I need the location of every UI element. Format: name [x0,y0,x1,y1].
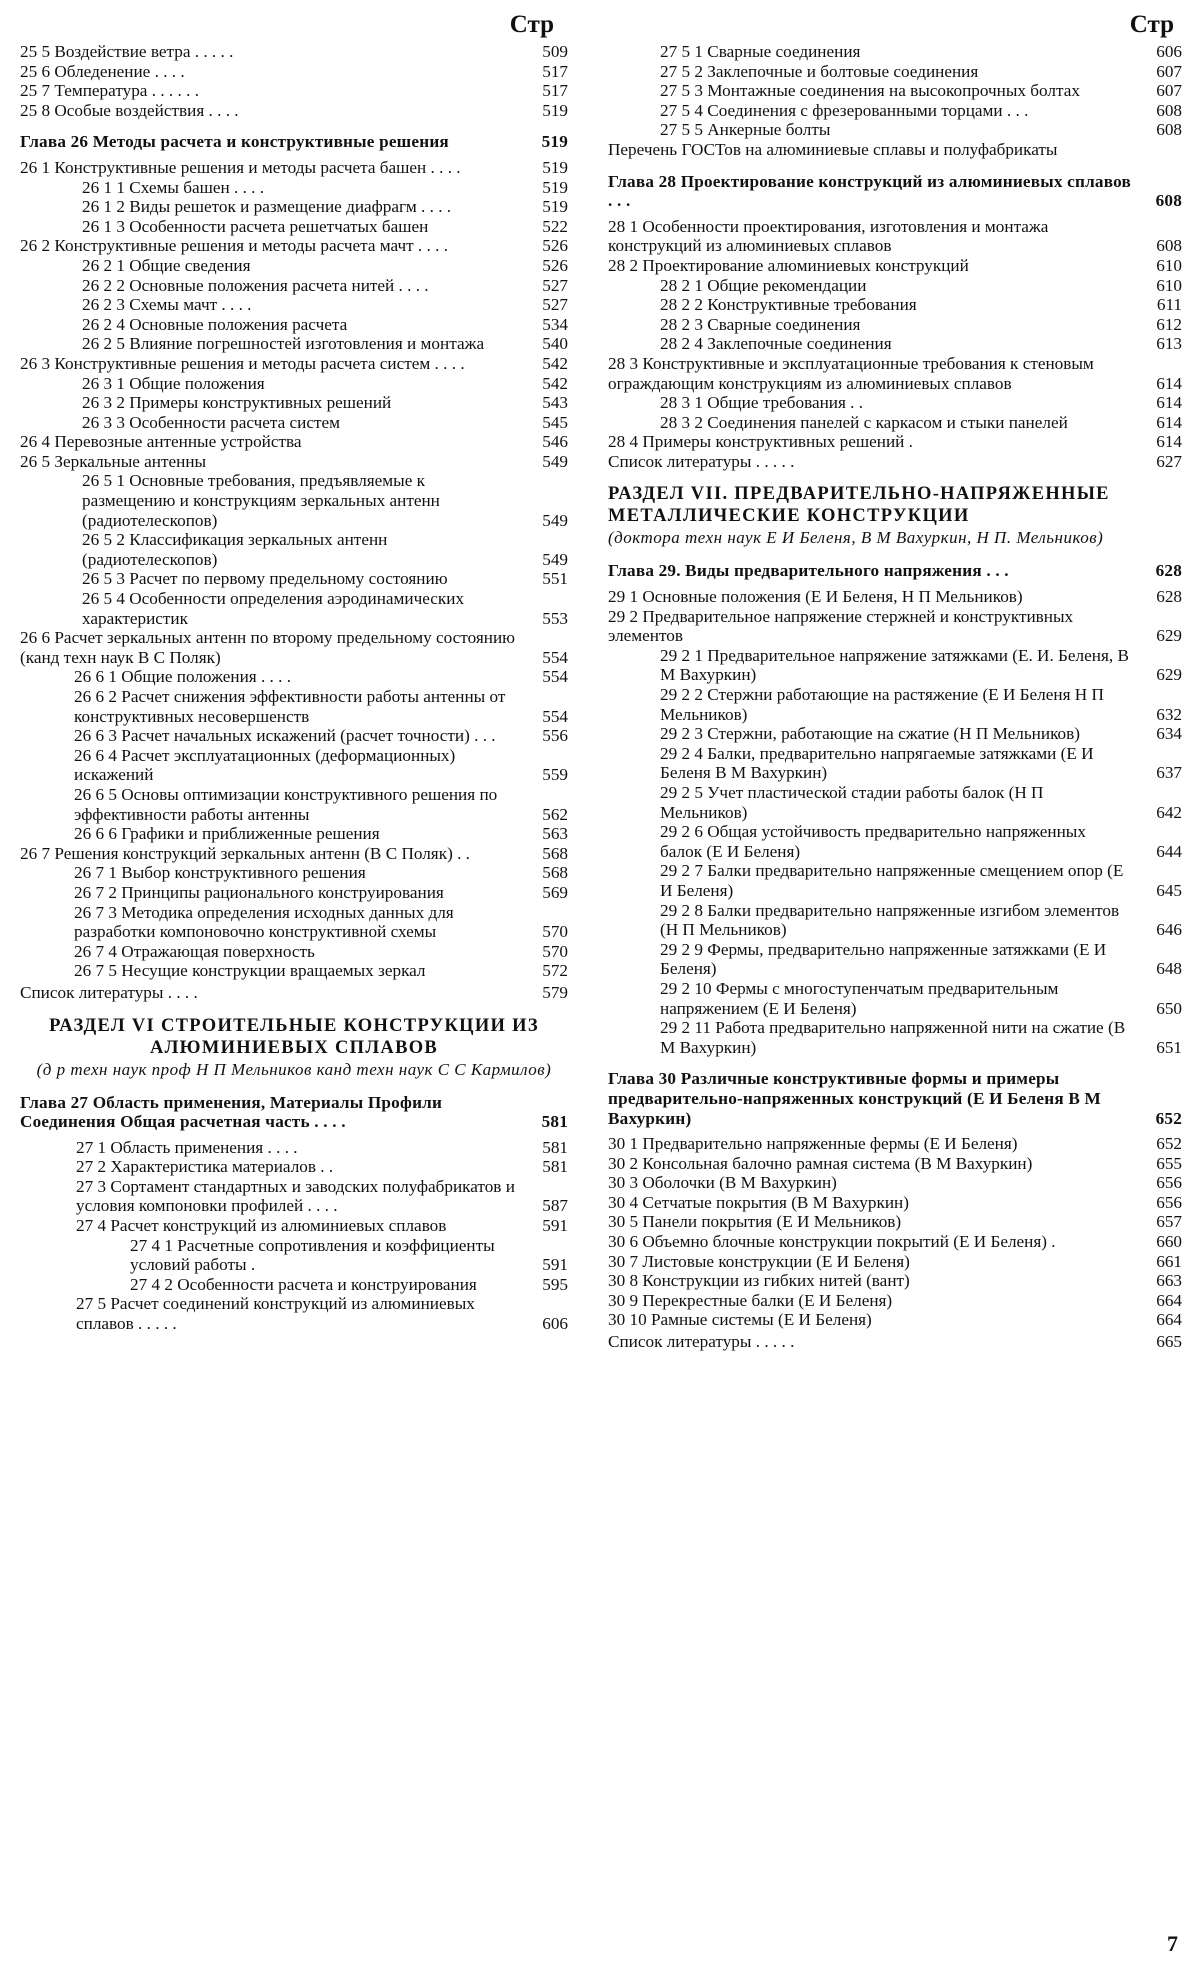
toc-entry-page: 608 [1155,191,1182,211]
toc-entry [20,81,568,101]
toc-entry-page: 652 [1156,1134,1182,1154]
toc-entry-title: 26 1 3 Особенности расчета решетчатых башен [82,216,429,236]
toc-entry-title: 26 7 4 Отражающая поверхность [74,941,315,961]
page-column-header: Стр [1129,11,1174,38]
toc-entry-title: 27 5 2 Заклепочные и болтовые соединения [660,61,979,81]
toc-entry-page: 527 [542,295,568,315]
toc-entry [20,256,568,276]
toc-entry [20,101,568,121]
toc-entry-page: 610 [1156,255,1182,275]
toc-entry [608,1173,1182,1193]
toc-entry [20,197,568,217]
toc-entry [608,42,1182,62]
toc-entry-page: 526 [542,255,568,275]
toc-entry-title: 27 5 4 Соединения с фрезерованными торцами . . . [660,100,1029,120]
toc-entry-page: 665 [1156,1332,1182,1352]
toc-entry [608,62,1182,82]
toc-entry-page: 562 [542,804,568,824]
toc-entry-page: 614 [1156,393,1182,413]
toc-entry-page: 554 [542,667,568,687]
toc-entry-title: 28 3 1 Общие требования . . [660,393,864,413]
toc-entry-page: 644 [1156,841,1182,861]
toc-entry-title: 30 7 Листовые конструкции (Е И Беленя) [608,1251,910,1271]
toc-entry-page: 572 [542,961,568,981]
toc-chapter [608,1069,1182,1128]
toc-entry [20,687,568,726]
toc-entry [608,822,1182,861]
toc-entry [608,940,1182,979]
toc-entry-page: 642 [1156,802,1182,822]
toc-chapter [20,132,568,152]
toc-entry [20,452,568,472]
toc-entry-page: 545 [542,412,568,432]
toc-entry-title: 29 2 9 Фермы, предварительно напряженные затяжками (Е И Беленя) [660,939,1107,979]
toc-entry [608,334,1182,354]
toc-entry [20,844,568,864]
toc-entry-page: 646 [1156,920,1182,940]
toc-entry [608,744,1182,783]
toc-entry-page: 664 [1156,1290,1182,1310]
toc-entry-title: 26 2 Конструктивные решения и методы расчета мачт . . . . [20,236,449,256]
toc-entry [608,685,1182,724]
toc-chapter [608,172,1182,211]
toc-entry-title: 26 2 3 Схемы мачт . . . . [82,295,252,315]
toc-entry [608,140,1182,160]
toc-entry-page: 664 [1156,1310,1182,1330]
toc-entry [20,726,568,746]
toc-entry-title: 26 7 Решения конструкций зеркальных антенн (В С Поляк) . . [20,843,470,863]
toc-entry [20,589,568,628]
toc-entry [20,62,568,82]
toc-entry-page: 549 [542,510,568,530]
toc-entry-page: 519 [541,132,568,152]
toc-entry-page: 628 [1155,561,1182,581]
toc-entry-page: 655 [1156,1153,1182,1173]
toc-entry-title: 29 2 2 Стержни работающие на растяжение (Е И Беленя Н П Мельников) [660,685,1104,724]
toc-entry [20,1157,568,1177]
toc-entry-title: Глава 27 Область применения, Материалы Профили Соединения Общая расчетная часть . . . . [20,1092,443,1132]
toc-entry-title: 26 6 5 Основы оптимизации конструктивного решения по эффективности работы антенны [74,784,498,824]
toc-entry [20,158,568,178]
toc-entry-page: 607 [1156,81,1182,101]
section-authors: (доктора техн наук Е И Беленя, В М Вахуркин, Н П. Мельников) [608,528,1104,548]
toc-entry-page: 554 [542,647,568,667]
toc-entry [20,236,568,256]
toc-entry-title: 29 2 4 Балки, предварительно напрягаемые затяжками (Е И Беленя В М Вахуркин) [660,743,1094,783]
toc-entry-page: 579 [542,982,568,1002]
toc-entry-title: 26 5 3 Расчет по первому предельному состоянию [82,569,448,589]
toc-entry-page: 526 [542,236,568,256]
toc-entry-title: 26 5 1 Основные требования, предъявляемые к размещению и конструкциям зеркальных антенн (радиотелескопов) [82,471,440,530]
toc-entry [20,1294,568,1333]
section-heading [20,1015,568,1081]
toc-entry-page: 517 [542,81,568,101]
toc-entry-page: 542 [542,353,568,373]
toc-entry-title: 30 3 Оболочки (В М Вахуркин) [608,1173,837,1193]
toc-entry-title: 30 2 Консольная балочно рамная система (В М Вахуркин) [608,1153,1033,1173]
toc-entry-page: 657 [1156,1212,1182,1232]
toc-entry-page: 608 [1156,100,1182,120]
toc-entry-page: 568 [542,843,568,863]
toc-entry [608,120,1182,140]
toc-entry [608,276,1182,296]
toc-entry-title: 30 8 Конструкции из гибких нитей (вант) [608,1271,910,1291]
toc-entry-page: 570 [542,922,568,942]
toc-entry-page: 540 [542,334,568,354]
toc-entry-page: 534 [542,314,568,334]
toc-entry [20,393,568,413]
toc-entry-page: 610 [1156,275,1182,295]
toc-entry [608,1018,1182,1057]
toc-entry [20,276,568,296]
toc-entry-title: 28 2 3 Сварные соединения [660,314,861,334]
toc-entry [20,883,568,903]
toc-entry-page: 543 [542,393,568,413]
toc-entry-title: 28 2 2 Конструктивные требования [660,295,917,315]
toc-entry [608,1154,1182,1174]
toc-entry-page: 591 [542,1255,568,1275]
toc-entry-title: 26 3 1 Общие положения [82,373,265,393]
right-column [608,8,1182,1352]
toc-entry [20,667,568,687]
toc-entry-page: 569 [542,882,568,902]
toc-entry [20,785,568,824]
toc-entry [608,1271,1182,1291]
toc-entry [608,295,1182,315]
toc-entry-title: 30 6 Объемно блочные конструкции покрытий (Е И Беленя) . [608,1232,1056,1252]
toc-entry-title: 29 2 7 Балки предварительно напряженные смещением опор (Е И Беленя) [660,861,1124,900]
toc-entry-page: 652 [1155,1108,1182,1128]
toc-entry [608,1310,1182,1330]
toc-entry-page: 606 [1156,42,1182,61]
toc-entry [608,354,1182,393]
toc-entry-title: 28 2 4 Заклепочные соединения [660,334,892,354]
toc-entry-page: 629 [1156,626,1182,646]
toc-entry [20,354,568,374]
toc-entry-title: 29 2 11 Работа предварительно напряженной нити на сжатие (В М Вахуркин) [660,1018,1126,1057]
toc-entry-page: 661 [1156,1251,1182,1271]
toc-entry [608,724,1182,744]
toc-entry-page: 614 [1156,432,1182,452]
left-column [20,8,568,1334]
toc-entry [608,393,1182,413]
toc-entry [20,1275,568,1295]
toc-entry-page: 546 [542,432,568,452]
toc-entry-page: 568 [542,863,568,883]
toc-entry-page: 627 [1156,451,1182,471]
toc-entry-title: 28 2 Проектирование алюминиевых конструкций [608,255,969,275]
toc-entry-title: 26 7 3 Методика определения исходных данных для разработки компоновочно конструктивной схемы [74,902,454,942]
toc-entry-title: Список литературы . . . . . [608,1332,795,1352]
toc-entry [20,42,568,62]
toc-entry-page: 517 [542,61,568,81]
toc-entry [608,315,1182,335]
toc-entry-title: 29 2 3 Стержни, работающие на сжатие (Н П Мельников) [660,724,1080,744]
toc-entry-title: 26 6 1 Общие положения . . . . [74,667,292,687]
toc-entry [20,217,568,237]
toc-entry [608,979,1182,1018]
toc-entry [608,432,1182,452]
toc-entry-title: 29 2 10 Фермы с многоступенчатым предварительным напряжением (Е И Беленя) [660,978,1059,1018]
toc-entry-title: Список литературы . . . . [20,982,198,1002]
toc-entry-title: 25 8 Особые воздействия . . . . [20,100,239,120]
toc-list-right [608,42,1182,1352]
toc-entry-title: 26 2 1 Общие сведения [82,255,251,275]
toc-entry-title: 26 6 Расчет зеркальных антенн по второму предельному состоянию (канд техн наук В С Поляк) [20,628,515,667]
toc-entry [608,256,1182,276]
toc-entry-title: 27 1 Область применения . . . . [76,1137,298,1157]
toc-entry-page: 527 [542,275,568,295]
toc-entry-title: 27 2 Характеристика материалов . . [76,1157,334,1177]
toc-entry-page: 656 [1156,1192,1182,1212]
toc-entry-title: Глава 29. Виды предварительного напряжения . . . [608,561,1009,581]
toc-entry [20,374,568,394]
toc-entry-title: 26 5 4 Особенности определения аэродинамических характеристик [82,589,465,628]
toc-chapter [608,561,1182,581]
toc-entry-page: 645 [1156,880,1182,900]
toc-entry-title: 26 6 3 Расчет начальных искажений (расчет точности) . . . [74,726,496,746]
toc-entry [608,217,1182,256]
toc-entry-title: 27 5 3 Монтажные соединения на высокопрочных болтах [660,81,1080,101]
toc-entry [20,903,568,942]
toc-entry [20,432,568,452]
toc-entry-page: 554 [542,706,568,726]
section-authors: (д р техн наук проф Н П Мельников канд техн наук С С Кармилов) [36,1059,552,1079]
toc-entry-page: 570 [542,941,568,961]
toc-entry [20,413,568,433]
toc-entry-page: 519 [542,197,568,217]
toc-entry-page: 556 [542,726,568,746]
toc-entry-title: 30 1 Предварительно напряженные фермы (Е И Беленя) [608,1134,1018,1154]
toc-entry-title: 26 6 4 Расчет эксплуатационных (деформационных) искажений [74,745,456,785]
toc-chapter [20,1093,568,1132]
toc-entry [608,861,1182,900]
toc-entry-page: 660 [1156,1232,1182,1252]
toc-entry-page: 509 [542,42,568,61]
toc-entry-title: 27 4 1 Расчетные сопротивления и коэффициенты условий работы . [130,1235,495,1275]
toc-entry [20,628,568,667]
toc-entry-title: 26 1 2 Виды решеток и размещение диафрагм . . . . [82,197,452,217]
toc-entry-title: 28 2 1 Общие рекомендации [660,275,867,295]
toc-entry-title: 26 6 2 Расчет снижения эффективности работы антенны от конструктивных несовершенств [74,687,506,726]
toc-entry [20,471,568,530]
toc-entry-title: 27 5 5 Анкерные болты [660,120,831,140]
toc-entry-page: 519 [542,177,568,197]
toc-entry-title: 30 4 Сетчатые покрытия (В М Вахуркин) [608,1192,909,1212]
toc-entry-page: 651 [1156,1037,1182,1057]
toc-entry-page: 606 [542,1314,568,1334]
toc-entry-title: 26 2 4 Основные положения расчета [82,314,348,334]
toc-entry [608,901,1182,940]
toc-entry [608,1134,1182,1154]
toc-entry-page: 648 [1156,959,1182,979]
toc-entry-page: 595 [542,1274,568,1294]
toc-entry [608,783,1182,822]
toc-entry-title: Глава 30 Различные конструктивные формы и примеры предварительно-напряженных конструкций (Е И Беленя В М Вахуркин) [608,1069,1101,1128]
toc-entry [20,863,568,883]
toc-entry [20,315,568,335]
toc-entry-page: 549 [542,549,568,569]
toc-entry-title: 28 1 Особенности проектирования, изготовления и монтажа конструкций из алюминиевых сплавов [608,216,1049,256]
section-title: РАЗДЕЛ VI СТРОИТЕЛЬНЫЕ КОНСТРУКЦИИ ИЗ АЛЮМИНИЕВЫХ СПЛАВОВ [49,1015,539,1058]
toc-entry-page: 614 [1156,373,1182,393]
toc-entry-title: 27 3 Сортамент стандартных и заводских полуфабрикатов и условия компоновки профилей . . . . [76,1176,515,1216]
toc-entry-title: Перечень ГОСТов на алюминиевые сплавы и полуфабрикаты [608,139,1058,159]
toc-entry-title: 26 2 5 Влияние погрешностей изготовления и монтажа [82,334,485,354]
toc-entry-title: 25 7 Температура . . . . . . [20,81,199,101]
toc-entry-page: 663 [1156,1271,1182,1291]
toc-entry-page: 650 [1156,998,1182,1018]
toc-entry-page: 549 [542,451,568,471]
toc-entry-page: 656 [1156,1173,1182,1193]
toc-entry-page: 637 [1156,763,1182,783]
toc-entry-page: 608 [1156,120,1182,140]
toc-entry-title: 25 5 Воздействие ветра . . . . . [20,42,234,61]
toc-entry-title: 29 2 8 Балки предварительно напряженные изгибом элементов (Н П Мельников) [660,900,1120,940]
toc-entry [608,1252,1182,1272]
section-heading [608,483,1182,549]
toc-entry [20,569,568,589]
toc-entry-title: 28 3 Конструктивные и эксплуатационные требования к стеновым ограждающим конструкциям из алюминиевых сплавов [608,353,1094,393]
toc-entry-page: 612 [1156,314,1182,334]
toc-entry-title: 26 7 5 Несущие конструкции вращаемых зеркал [74,961,426,981]
toc-entry-page: 581 [542,1137,568,1157]
toc-entry-title: 29 2 6 Общая устойчивость предварительно напряженных балок (Е И Беленя) [660,822,1086,861]
page-number: 7 [1167,1931,1178,1956]
toc-entry-page: 519 [542,157,568,177]
toc-entry-title: 30 10 Рамные системы (Е И Беленя) [608,1310,872,1330]
toc-entry [608,101,1182,121]
toc-entry-title: 26 3 3 Особенности расчета систем [82,412,340,432]
toc-entry-page: 608 [1156,236,1182,256]
toc-entry [20,1236,568,1275]
toc-entry-title: 28 3 2 Соединения панелей с каркасом и стыки панелей [660,412,1068,432]
toc-entry-title: 26 5 Зеркальные антенны [20,451,207,471]
toc-entry-page: 559 [542,765,568,785]
toc-entry [20,983,568,1003]
toc-entry-title: Глава 28 Проектирование конструкций из алюминиевых сплавов . . . [608,171,1131,211]
toc-entry [20,178,568,198]
toc-entry-title: 26 5 2 Классификация зеркальных антенн (радиотелескопов) [82,530,388,569]
toc-entry [608,1212,1182,1232]
toc-entry-page: 581 [542,1157,568,1177]
toc-entry-title: 29 2 1 Предварительное напряжение затяжками (Е. И. Беленя, В М Вахуркин) [660,645,1129,685]
toc-entry-title: 26 4 Перевозные антенные устройства [20,432,302,452]
toc-entry [20,334,568,354]
toc-entry-page: 611 [1156,295,1182,315]
toc-entry-title: 30 9 Перекрестные балки (Е И Беленя) [608,1290,893,1310]
toc-entry-title: 26 3 Конструктивные решения и методы расчета систем . . . . [20,353,465,373]
toc-entry-page: 613 [1156,334,1182,354]
toc-entry-title: 29 2 Предварительное напряжение стержней и конструктивных элементов [608,606,1074,646]
toc-entry [20,961,568,981]
toc-entry [20,942,568,962]
toc-entry [20,1138,568,1158]
toc-entry [20,746,568,785]
toc-entry [608,587,1182,607]
toc-entry-title: 26 1 1 Схемы башен . . . . [82,177,265,197]
toc-entry-page: 614 [1156,412,1182,432]
toc-entry-title: 29 1 Основные положения (Е И Беленя, Н П Мельников) [608,587,1023,607]
toc-entry [608,607,1182,646]
toc-entry [608,646,1182,685]
toc-entry-page: 634 [1156,724,1182,744]
toc-entry-title: 26 7 2 Принципы рационального конструирования [74,882,444,902]
toc-entry-title: 26 1 Конструктивные решения и методы расчета башен . . . . [20,157,461,177]
section-title: РАЗДЕЛ VII. ПРЕДВАРИТЕЛЬНО-НАПРЯЖЕННЫЕ МЕТАЛЛИЧЕСКИЕ КОНСТРУКЦИИ [608,484,1110,527]
toc-entry [20,295,568,315]
toc-entry-title: 27 4 2 Особенности расчета и конструирования [130,1274,477,1294]
toc-entry-title: 26 2 2 Основные положения расчета нитей . . . . [82,275,429,295]
toc-entry [608,1193,1182,1213]
toc-entry [608,1291,1182,1311]
toc-entry [20,1216,568,1236]
toc-entry-title: 26 7 1 Выбор конструктивного решения [74,863,366,883]
toc-entry-page: 522 [542,216,568,236]
toc-entry-title: 26 6 6 Графики и приближенные решения [74,824,380,844]
toc-entry-page: 632 [1156,704,1182,724]
toc-list-left [20,42,568,1334]
toc-entry [20,824,568,844]
toc-entry-title: Глава 26 Методы расчета и конструктивные решения [20,132,449,152]
toc-entry-page: 628 [1156,587,1182,607]
toc-entry-title: 29 2 5 Учет пластической стадии работы балок (Н П Мельников) [660,783,1044,822]
toc-entry-title: 26 3 2 Примеры конструктивных решений [82,393,392,413]
toc-entry [608,1332,1182,1352]
toc-entry [608,1232,1182,1252]
toc-entry-title: 27 5 1 Сварные соединения [660,42,861,61]
toc-entry-title: 27 4 Расчет конструкций из алюминиевых сплавов [76,1216,447,1236]
toc-entry-title: 28 4 Примеры конструктивных решений . [608,432,913,452]
toc-entry-page: 551 [542,569,568,589]
toc-entry-page: 542 [542,373,568,393]
toc-entry [608,452,1182,472]
toc-entry [608,81,1182,101]
toc-entry [608,413,1182,433]
toc-entry-page: 591 [542,1216,568,1236]
toc-entry-page: 519 [542,100,568,120]
toc-entry-title: 25 6 Обледенение . . . . [20,61,185,81]
toc-entry-title: 27 5 Расчет соединений конструкций из алюминиевых сплавов . . . . . [76,1294,475,1334]
toc-entry-page: 581 [541,1112,568,1132]
toc-entry-title: 30 5 Панели покрытия (Е И Мельников) [608,1212,902,1232]
toc-entry-page: 629 [1156,665,1182,685]
toc-entry-title: Список литературы . . . . . [608,451,795,471]
page-column-header: Стр [509,11,554,38]
toc-entry-page: 563 [542,824,568,844]
toc-entry-page: 587 [542,1196,568,1216]
toc-entry [20,1177,568,1216]
toc-entry-page: 553 [542,608,568,628]
toc-entry-page: 607 [1156,61,1182,81]
toc-entry [20,530,568,569]
